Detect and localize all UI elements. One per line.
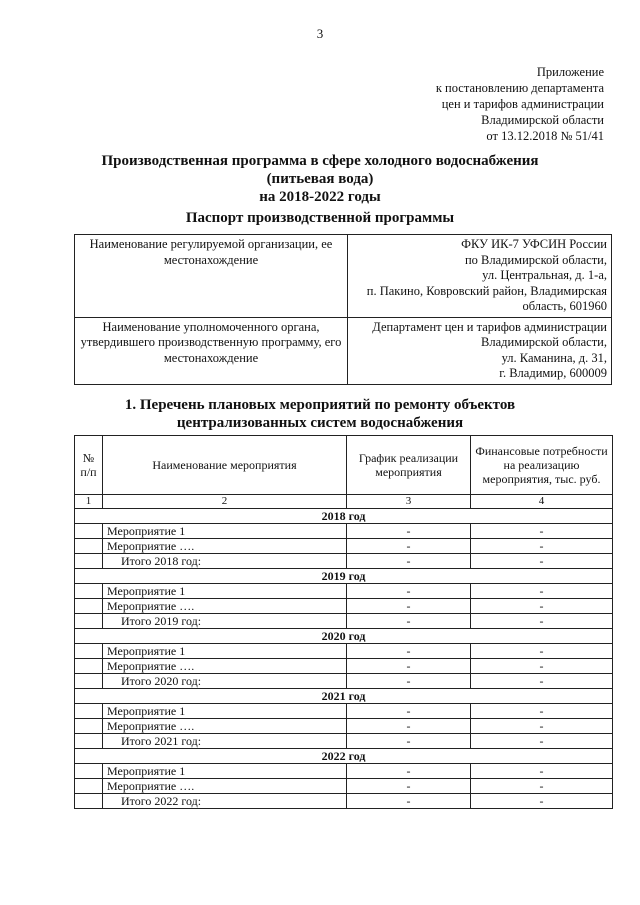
schedule-cell: -	[347, 704, 471, 719]
schedule-cell: -	[347, 764, 471, 779]
row-number-cell	[75, 554, 103, 569]
passport-value	[348, 235, 612, 318]
col-number: 3	[347, 495, 471, 509]
schedule-cell: -	[347, 734, 471, 749]
finance-cell: -	[471, 734, 613, 749]
appendix-line: к постановлению департамента	[435, 81, 604, 95]
col-header-finance: Финансовые потребности на реализацию мероприятия, тыс. руб.	[471, 436, 613, 495]
value-line: Владимирской области,	[481, 335, 607, 349]
schedule-cell: -	[347, 599, 471, 614]
finance-cell: -	[471, 599, 613, 614]
table-row	[75, 719, 613, 734]
section-title-line: 1. Перечень плановых мероприятий по ремонту объектов	[124, 397, 516, 413]
event-name-cell: Мероприятие ….	[103, 779, 347, 794]
year-label: 2018 год	[75, 509, 613, 524]
value-line: ул. Каманина, д. 31,	[501, 350, 607, 365]
passport-row	[75, 235, 612, 318]
appendix-line: Владимирской области	[481, 113, 604, 127]
table-row	[75, 734, 613, 749]
event-name-cell: Мероприятие 1	[103, 764, 347, 779]
row-number-cell	[75, 539, 103, 554]
table-row	[75, 644, 613, 659]
col-header-name: Наименование мероприятия	[103, 436, 347, 495]
column-numbers-row	[75, 495, 613, 509]
passport-row	[75, 317, 612, 384]
table-row	[75, 539, 613, 554]
schedule-cell: -	[347, 584, 471, 599]
col-header-schedule: График реализации мероприятия	[347, 436, 471, 495]
finance-cell: -	[471, 584, 613, 599]
row-number-cell	[75, 779, 103, 794]
year-label: 2019 год	[75, 569, 613, 584]
event-name-cell: Итого 2021 год:	[103, 734, 347, 749]
event-name-cell: Итого 2022 год:	[103, 794, 347, 809]
col-number: 4	[471, 495, 613, 509]
row-number-cell	[75, 659, 103, 674]
year-row	[75, 629, 613, 644]
event-name-cell: Итого 2018 год:	[103, 554, 347, 569]
event-name-cell: Мероприятие ….	[103, 659, 347, 674]
schedule-cell: -	[347, 719, 471, 734]
year-label: 2020 год	[75, 629, 613, 644]
passport-label: Наименование уполномоченного органа, утвердившего производственную программу, его местонахождение	[75, 317, 348, 384]
table-row	[75, 779, 613, 794]
section-title-line: централизованных систем водоснабжения	[176, 415, 464, 431]
document-title	[0, 152, 640, 206]
table-row	[75, 584, 613, 599]
year-row	[75, 509, 613, 524]
event-name-cell: Мероприятие 1	[103, 644, 347, 659]
finance-cell: -	[471, 719, 613, 734]
finance-cell: -	[471, 794, 613, 809]
finance-cell: -	[471, 644, 613, 659]
value-line: п. Пакино, Ковровский район, Владимирская	[366, 283, 607, 298]
table-header-row	[75, 436, 613, 495]
schedule-cell: -	[347, 539, 471, 554]
finance-cell: -	[471, 659, 613, 674]
col-number: 2	[103, 495, 347, 509]
value-line: по Владимирской области,	[464, 252, 607, 267]
year-row	[75, 689, 613, 704]
event-name-cell: Итого 2020 год:	[103, 674, 347, 689]
row-number-cell	[75, 764, 103, 779]
passport-heading: Паспорт производственной программы	[185, 210, 455, 226]
table-row	[75, 794, 613, 809]
appendix-line: от 13.12.2018 № 51/41	[486, 129, 604, 143]
col-number: 1	[75, 495, 103, 509]
event-name-cell: Мероприятие ….	[103, 599, 347, 614]
event-name-cell: Итого 2019 год:	[103, 614, 347, 629]
schedule-cell: -	[347, 794, 471, 809]
finance-cell: -	[471, 539, 613, 554]
row-number-cell	[75, 719, 103, 734]
table-row	[75, 524, 613, 539]
schedule-cell: -	[347, 614, 471, 629]
event-name-cell: Мероприятие ….	[103, 539, 347, 554]
row-number-cell	[75, 644, 103, 659]
schedule-cell: -	[347, 524, 471, 539]
title-line: Производственная программа в сфере холодного водоснабжения	[101, 153, 539, 169]
year-label: 2021 год	[75, 689, 613, 704]
finance-cell: -	[471, 674, 613, 689]
value-line: ул. Центральная, д. 1-а,	[482, 268, 607, 282]
schedule-cell: -	[347, 659, 471, 674]
event-name-cell: Мероприятие 1	[103, 524, 347, 539]
year-row	[75, 569, 613, 584]
finance-cell: -	[471, 524, 613, 539]
row-number-cell	[75, 614, 103, 629]
event-name-cell: Мероприятие ….	[103, 719, 347, 734]
row-number-cell	[75, 674, 103, 689]
col-header-number: № п/п	[75, 436, 103, 495]
event-name-cell: Мероприятие 1	[103, 584, 347, 599]
passport-value	[348, 317, 612, 384]
title-line: на 2018-2022 годы	[259, 189, 381, 205]
table-row	[75, 554, 613, 569]
table-row	[75, 599, 613, 614]
finance-cell: -	[471, 764, 613, 779]
schedule-cell: -	[347, 644, 471, 659]
title-line: (питьевая вода)	[266, 171, 374, 187]
row-number-cell	[75, 584, 103, 599]
passport-table	[74, 234, 612, 385]
finance-cell: -	[471, 704, 613, 719]
finance-cell: -	[471, 779, 613, 794]
year-row	[75, 749, 613, 764]
schedule-cell: -	[347, 554, 471, 569]
table-row	[75, 704, 613, 719]
schedule-cell: -	[347, 674, 471, 689]
appendix-line: Приложение	[536, 65, 604, 79]
year-label: 2022 год	[75, 749, 613, 764]
value-line: г. Владимир, 600009	[499, 366, 607, 380]
table-row	[75, 674, 613, 689]
finance-cell: -	[471, 614, 613, 629]
appendix-block	[404, 64, 604, 144]
value-line: Департамент цен и тарифов администрации	[372, 319, 607, 334]
row-number-cell	[75, 794, 103, 809]
table-row	[75, 659, 613, 674]
appendix-line: цен и тарифов администрации	[441, 97, 604, 111]
passport-label: Наименование регулируемой организации, ее местонахождение	[75, 235, 348, 318]
value-line: область, 601960	[522, 299, 607, 313]
finance-cell: -	[471, 554, 613, 569]
section-title	[0, 396, 640, 432]
schedule-cell: -	[347, 779, 471, 794]
value-line: ФКУ ИК-7 УФСИН России	[461, 237, 607, 251]
page-number: 3	[316, 26, 324, 41]
table-row	[75, 614, 613, 629]
row-number-cell	[75, 524, 103, 539]
row-number-cell	[75, 734, 103, 749]
events-table	[74, 435, 613, 809]
row-number-cell	[75, 599, 103, 614]
event-name-cell: Мероприятие 1	[103, 704, 347, 719]
row-number-cell	[75, 704, 103, 719]
table-row	[75, 764, 613, 779]
